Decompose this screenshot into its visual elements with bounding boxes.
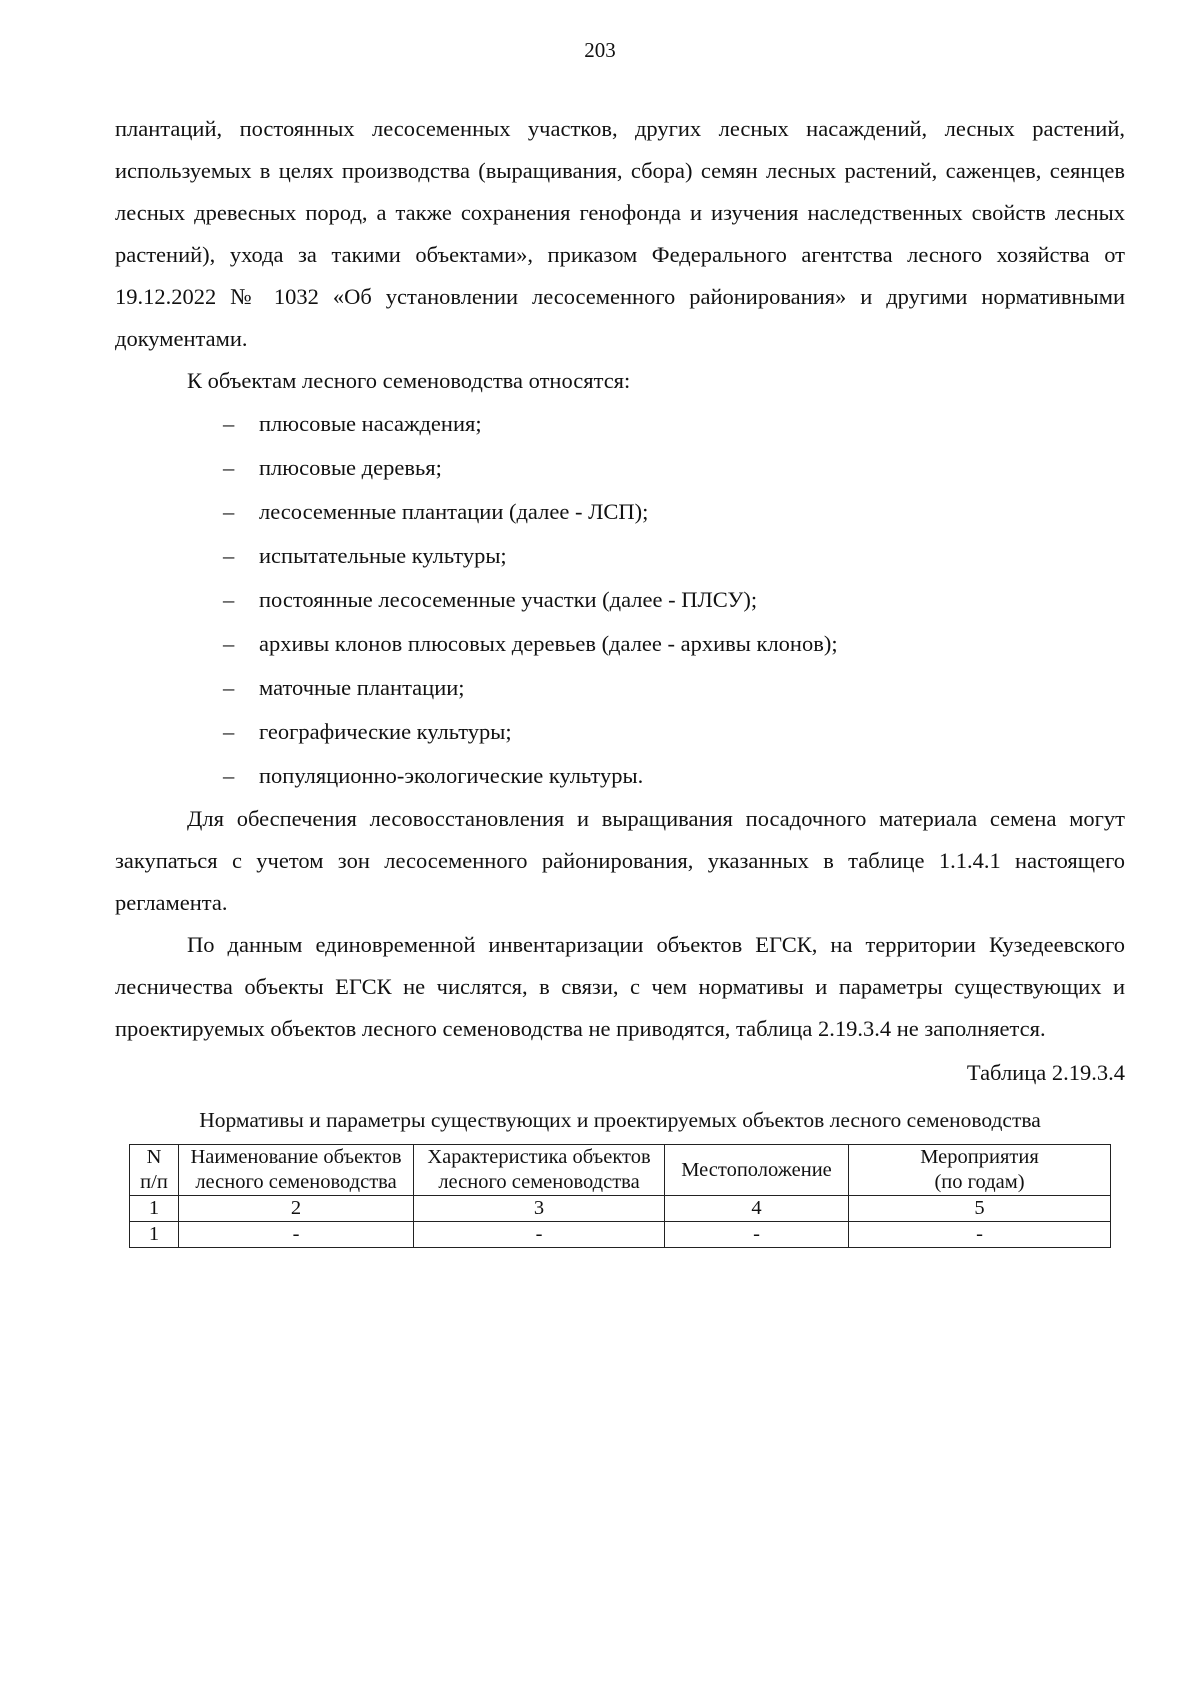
list-item: [115, 446, 1125, 490]
table-cell: 1: [130, 1196, 179, 1222]
table-cell: 5: [849, 1196, 1111, 1222]
list-dash: –: [223, 411, 235, 436]
paragraph: Для обеспечения лесовосстановления и выращивания посадочного материала семена могут закупаться с учетом зон лесосеменного районирования, указанных в таблице 1.1.4.1 настоящего регламента.: [115, 806, 1125, 915]
list-item-text: плюсовые деревья;: [259, 455, 442, 480]
list-item: [115, 402, 1125, 446]
list-item: [115, 710, 1125, 754]
table-label: Таблица 2.19.3.4: [966, 1060, 1125, 1085]
list-dash: –: [223, 587, 235, 612]
paragraph: плантаций, постоянных лесосеменных участков, других лесных насаждений, лесных растений, используемых в целях производства (выращивания, сбора) семян лесных растений, саженцев, сеянцев лесных древесных пород, а также сохранения генофонда и изучения наследственных свойств лесных растений), ухода за такими объектами», приказом Федерального агентства лесного хозяйства от 19.12.2022 № 1032 «Об установлении лесосеменного районирования» и другими нормативными документами.: [115, 116, 1125, 351]
table-caption: Нормативы и параметры существующих и проектируемых объектов лесного семеноводства: [199, 1108, 1041, 1132]
header-line: Мероприятия: [920, 1146, 1039, 1168]
list-item: [115, 666, 1125, 710]
table-header-row: [130, 1145, 1111, 1196]
table-cell: 3: [414, 1196, 665, 1222]
header-line: Наименование объектов: [190, 1146, 402, 1168]
list-dash: –: [223, 719, 235, 744]
list-item-text: постоянные лесосеменные участки (далее - ПЛСУ);: [259, 587, 758, 612]
list-dash: –: [223, 455, 235, 480]
header-line: п/п: [140, 1171, 168, 1193]
table-cell: -: [179, 1222, 414, 1248]
list-item: [115, 622, 1125, 666]
header-location: [665, 1145, 849, 1196]
header-number: [130, 1145, 179, 1196]
header-characteristics: [414, 1145, 665, 1196]
table-cell: 2: [179, 1196, 414, 1222]
list-item-text: географические культуры;: [259, 719, 512, 744]
list-item-text: популяционно-экологические культуры.: [259, 763, 644, 788]
list-item-text: архивы клонов плюсовых деревьев (далее - архивы клонов);: [259, 631, 838, 656]
header-line: лесного семеноводства: [438, 1171, 640, 1193]
table-cell: 4: [665, 1196, 849, 1222]
list-dash: –: [223, 631, 235, 656]
table-cell: -: [665, 1222, 849, 1248]
table-row: [130, 1222, 1111, 1248]
list-item: [115, 490, 1125, 534]
header-line: Характеристика объектов: [427, 1146, 651, 1168]
list-dash: –: [223, 499, 235, 524]
paragraph: По данным единовременной инвентаризации объектов ЕГСК, на территории Кузедеевского лесничества объекты ЕГСК не числятся, в связи, с чем нормативы и параметры существующих и проектируемых объектов лесного семеноводства не приводятся, таблица 2.19.3.4 не заполняется.: [115, 932, 1125, 1041]
header-line: (по годам): [934, 1171, 1025, 1193]
list-item-text: лесосеменные плантации (далее - ЛСП);: [259, 499, 649, 524]
header-activities: [849, 1145, 1111, 1196]
list-item-text: маточные плантации;: [259, 675, 465, 700]
list-dash: –: [223, 675, 235, 700]
objects-list: [115, 402, 1125, 798]
list-item-text: плюсовые насаждения;: [259, 411, 482, 436]
table-cell: -: [849, 1222, 1111, 1248]
document-body: [115, 108, 1125, 1248]
table-cell: 1: [130, 1222, 179, 1248]
list-item: [115, 754, 1125, 798]
header-line: лесного семеноводства: [195, 1171, 397, 1193]
table-row: [130, 1196, 1111, 1222]
list-item-text: испытательные культуры;: [259, 543, 507, 568]
header-line: N: [146, 1146, 162, 1168]
list-dash: –: [223, 763, 235, 788]
paragraph: К объектам лесного семеноводства относятся:: [187, 368, 631, 393]
list-item: [115, 578, 1125, 622]
header-line: Местоположение: [681, 1158, 832, 1181]
list-item: [115, 534, 1125, 578]
table-cell: -: [414, 1222, 665, 1248]
list-dash: –: [223, 543, 235, 568]
header-object-name: [179, 1145, 414, 1196]
seed-objects-table: [129, 1144, 1111, 1248]
page-number: 203: [584, 38, 616, 62]
